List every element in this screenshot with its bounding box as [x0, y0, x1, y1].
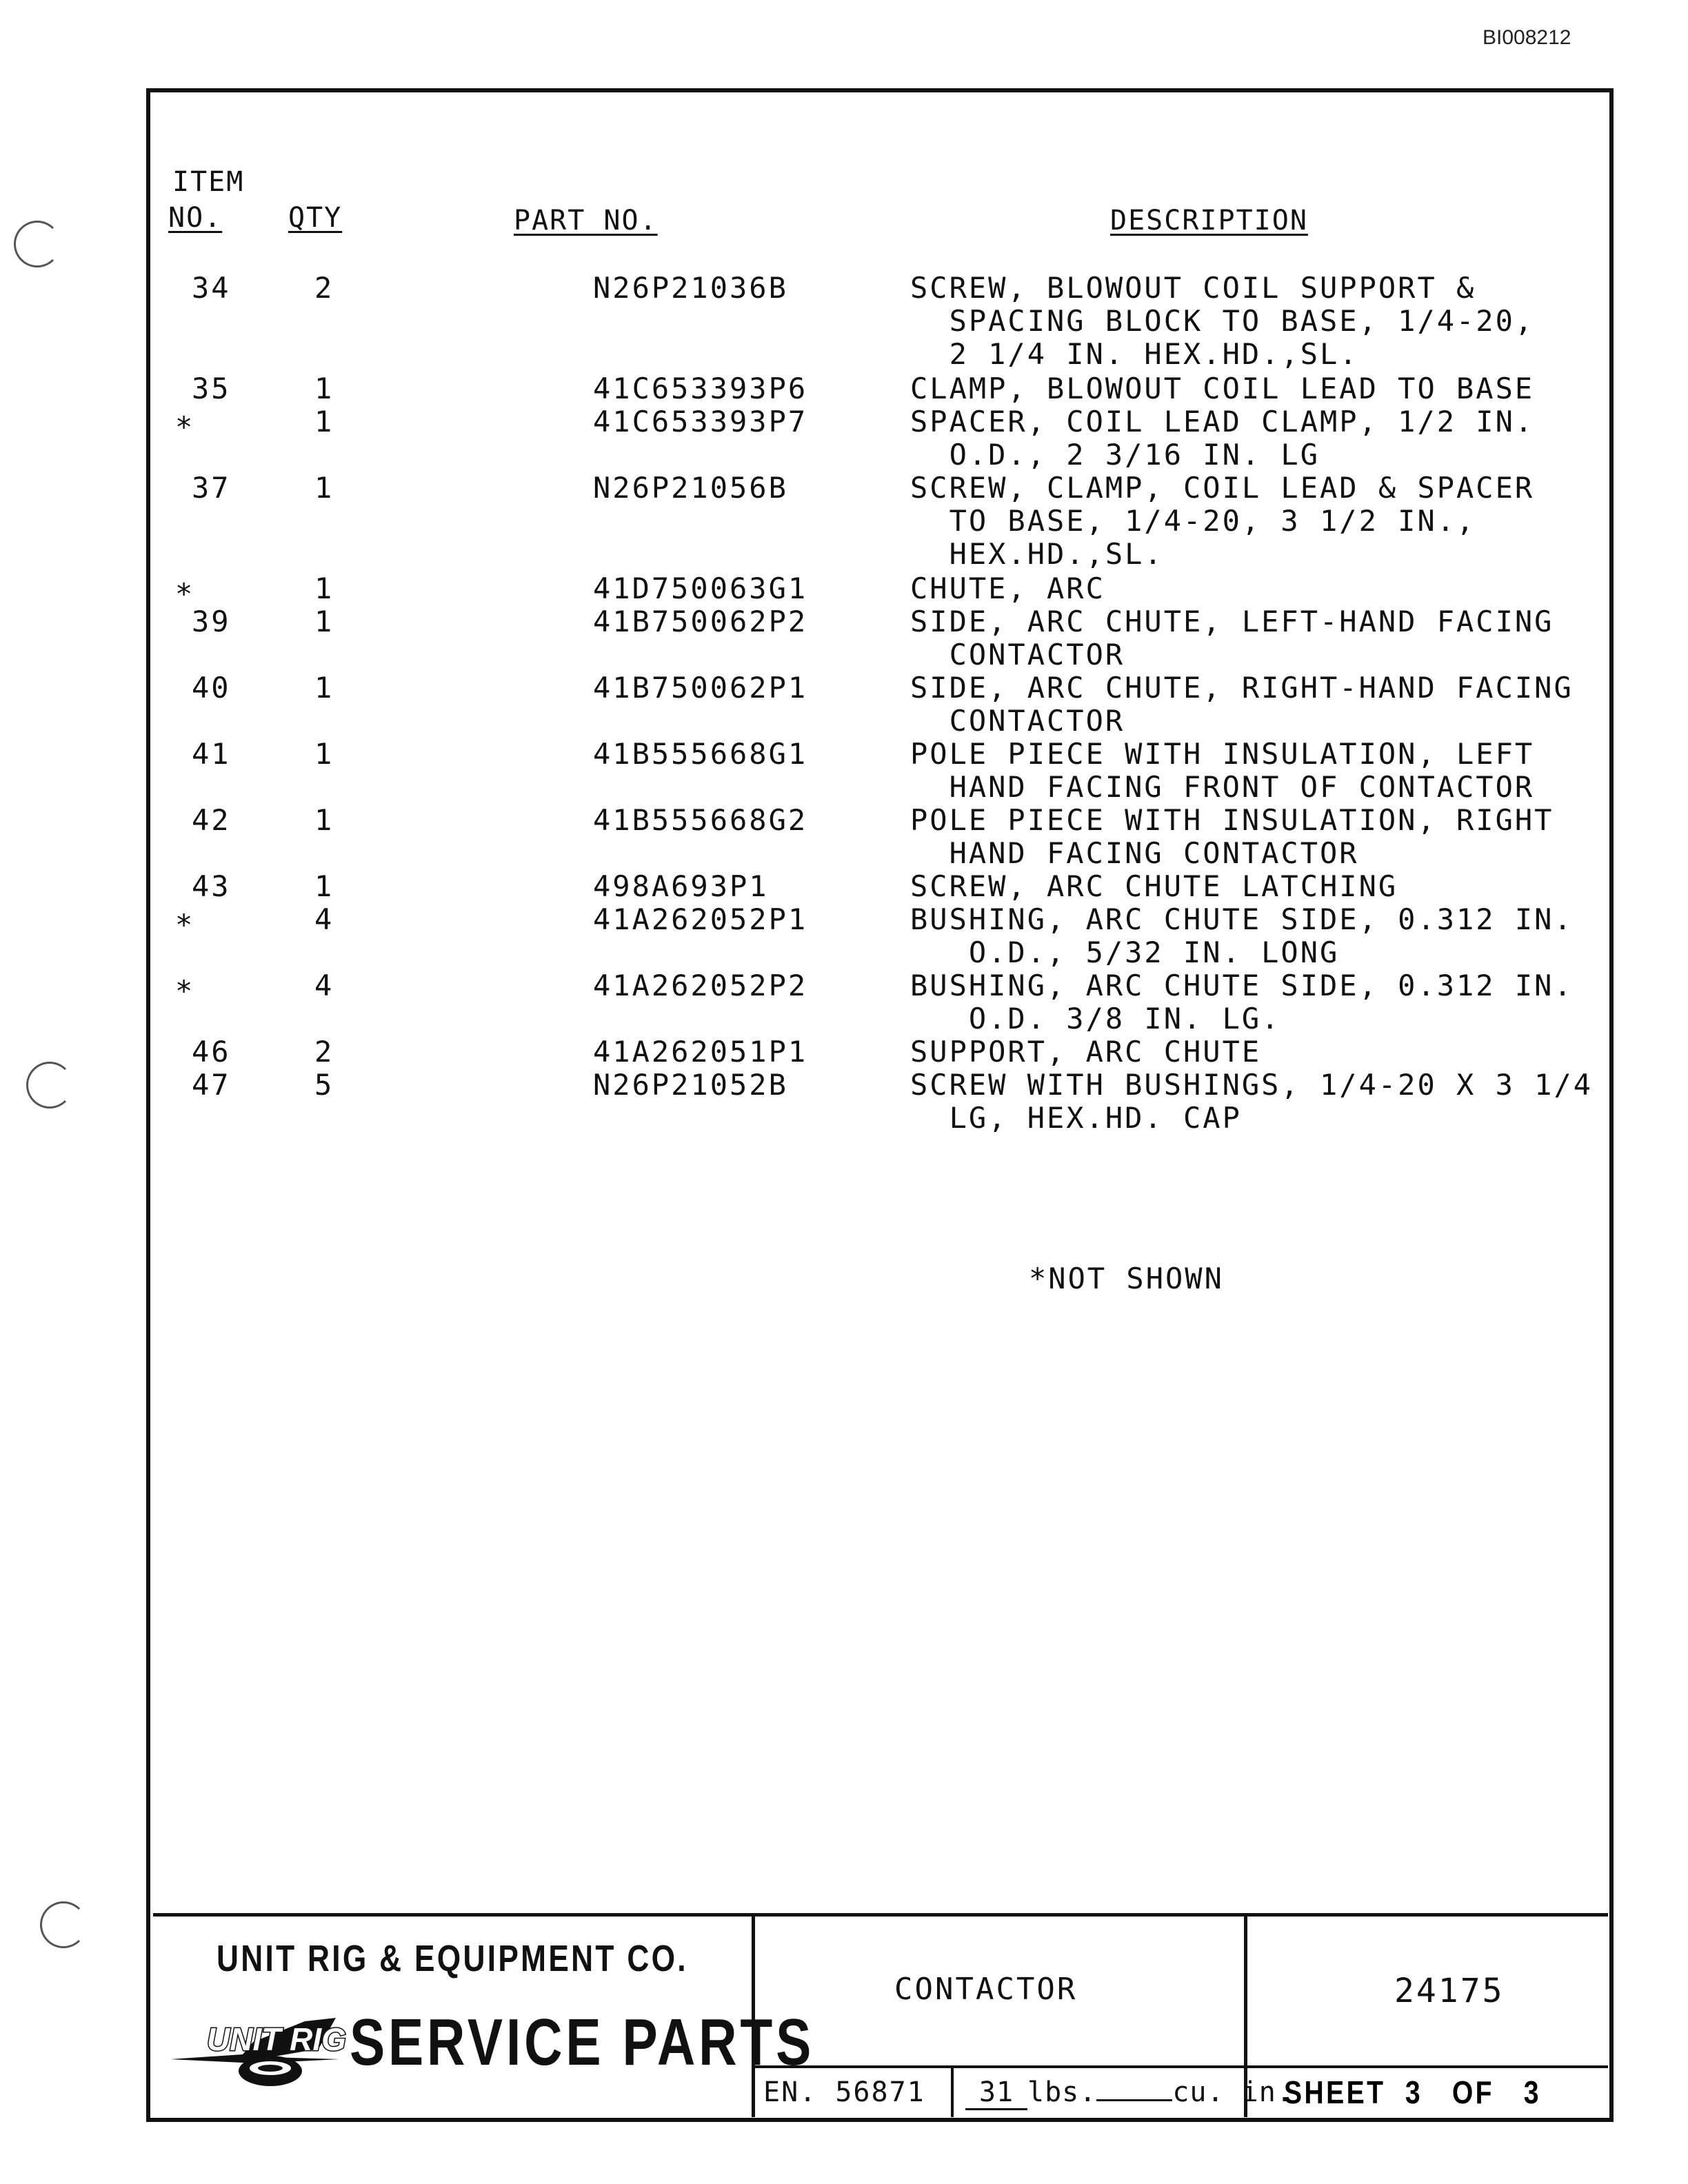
item-description-line: CONTACTOR	[910, 704, 1125, 738]
sheet-total: 3	[1523, 2074, 1541, 2110]
item-description-line: O.D. 3/8 IN. LG.	[910, 1002, 1281, 1035]
item-description-line: CHUTE, ARC	[910, 572, 1105, 605]
part-number: 41C653393P7	[593, 405, 808, 438]
item-number: 34	[192, 271, 231, 305]
item-description-line: CLAMP, BLOWOUT COIL LEAD TO BASE	[910, 372, 1535, 405]
item-number: *	[175, 410, 195, 444]
item-number: 42	[192, 803, 231, 837]
svg-text:UNIT RIG: UNIT RIG	[207, 2021, 346, 2057]
item-description-line: O.D., 5/32 IN. LONG	[910, 936, 1340, 969]
item-description-line: BUSHING, ARC CHUTE SIDE, 0.312 IN.	[910, 902, 1574, 936]
item-quantity: 1	[314, 671, 334, 705]
item-quantity: 4	[314, 902, 334, 936]
drawing-number: 24175	[1394, 1972, 1505, 2010]
sheet-number: 3	[1405, 2074, 1423, 2110]
item-description-line: SPACER, COIL LEAD CLAMP, 1/2 IN.	[910, 405, 1535, 438]
item-description-line: SCREW, CLAMP, COIL LEAD & SPACER	[910, 471, 1535, 505]
not-shown-note: *NOT SHOWN	[1029, 1262, 1224, 1295]
header-item-line2: NO.	[168, 202, 223, 234]
binder-hole	[26, 1062, 73, 1109]
company-name: UNIT RIG & EQUIPMENT CO.	[217, 1938, 688, 1979]
item-number: 37	[192, 471, 231, 505]
item-number: 41	[192, 737, 231, 771]
item-description-line: LG, HEX.HD. CAP	[910, 1101, 1242, 1135]
item-quantity: 1	[314, 572, 334, 605]
item-description-line: BUSHING, ARC CHUTE SIDE, 0.312 IN.	[910, 969, 1574, 1002]
item-number: *	[175, 908, 195, 942]
part-number: N26P21036B	[593, 271, 788, 305]
item-quantity: 1	[314, 737, 334, 771]
item-description-line: SCREW, ARC CHUTE LATCHING	[910, 869, 1398, 903]
item-description-line: POLE PIECE WITH INSULATION, RIGHT	[910, 803, 1554, 837]
part-number: 41B555668G2	[593, 803, 808, 837]
part-number: N26P21052B	[593, 1068, 788, 1102]
title-block-divider	[951, 2065, 954, 2117]
item-quantity: 1	[314, 605, 334, 638]
item-description-line: POLE PIECE WITH INSULATION, LEFT	[910, 737, 1535, 771]
of-label: OF	[1451, 2074, 1494, 2110]
item-number: 40	[192, 671, 231, 705]
item-description-line: O.D., 2 3/16 IN. LG	[910, 438, 1320, 472]
part-number: 41B555668G1	[593, 737, 808, 771]
part-number: 498A693P1	[593, 869, 769, 903]
part-number: 41A262052P1	[593, 902, 808, 936]
item-quantity: 4	[314, 969, 334, 1002]
item-number: *	[175, 577, 195, 611]
item-number: 39	[192, 605, 231, 638]
item-description-line: SCREW, BLOWOUT COIL SUPPORT &	[910, 271, 1476, 305]
item-description-line: 2 1/4 IN. HEX.HD.,SL.	[910, 337, 1359, 371]
header-item-line1: ITEM	[172, 166, 245, 198]
item-number: *	[175, 974, 195, 1008]
part-number: 41A262052P2	[593, 969, 808, 1002]
volume-value	[1096, 2099, 1172, 2101]
item-quantity: 1	[314, 803, 334, 837]
item-quantity: 2	[314, 271, 334, 305]
part-number: 41B750062P1	[593, 671, 808, 705]
item-description-line: HAND FACING FRONT OF CONTACTOR	[910, 770, 1535, 804]
header-description: DESCRIPTION	[1110, 205, 1308, 236]
engineering-number: EN. 56871	[763, 2076, 925, 2108]
part-number: 41C653393P6	[593, 372, 808, 405]
weight-volume-field	[965, 2076, 1294, 2110]
item-quantity: 1	[314, 869, 334, 903]
binder-hole	[40, 1901, 87, 1948]
document-id: BI008212	[1483, 26, 1571, 49]
item-description-line: SUPPORT, ARC CHUTE	[910, 1035, 1262, 1069]
service-parts-title: SERVICE PARTS	[350, 2005, 815, 2079]
title-block	[153, 1913, 1608, 2117]
header-part-no: PART NO.	[514, 205, 658, 236]
item-quantity: 5	[314, 1068, 334, 1102]
part-number: 41D750063G1	[593, 572, 808, 605]
item-number: 43	[192, 869, 231, 903]
item-number: 47	[192, 1068, 231, 1102]
item-description-line: SCREW WITH BUSHINGS, 1/4-20 X 3 1/4	[910, 1068, 1594, 1102]
item-quantity: 2	[314, 1035, 334, 1069]
item-description-line: HEX.HD.,SL.	[910, 537, 1164, 571]
weight-value: 31	[965, 2076, 1027, 2110]
title-block-divider	[752, 2065, 1608, 2068]
item-description-line: CONTACTOR	[910, 638, 1125, 671]
item-description-line: SPACING BLOCK TO BASE, 1/4-20,	[910, 304, 1535, 338]
part-number: 41B750062P2	[593, 605, 808, 638]
item-description-line: TO BASE, 1/4-20, 3 1/2 IN.,	[910, 504, 1476, 538]
volume-unit: cu. in.	[1172, 2076, 1294, 2108]
item-quantity: 1	[314, 372, 334, 405]
drawing-title: CONTACTOR	[894, 1972, 1078, 2007]
sheet-label: SHEET	[1284, 2074, 1386, 2110]
item-quantity: 1	[314, 471, 334, 505]
header-qty: QTY	[288, 202, 343, 234]
part-number: N26P21056B	[593, 471, 788, 505]
item-description-line: SIDE, ARC CHUTE, RIGHT-HAND FACING	[910, 671, 1574, 705]
part-number: 41A262051P1	[593, 1035, 808, 1069]
binder-hole	[14, 221, 61, 267]
item-description-line: SIDE, ARC CHUTE, LEFT-HAND FACING	[910, 605, 1554, 638]
item-number: 46	[192, 1035, 231, 1069]
unit-rig-logo	[167, 1994, 346, 2097]
weight-unit: lbs.	[1027, 2076, 1097, 2108]
item-quantity: 1	[314, 405, 334, 438]
item-number: 35	[192, 372, 231, 405]
item-description-line: HAND FACING CONTACTOR	[910, 836, 1359, 870]
sheet-indicator	[1284, 2074, 1541, 2111]
